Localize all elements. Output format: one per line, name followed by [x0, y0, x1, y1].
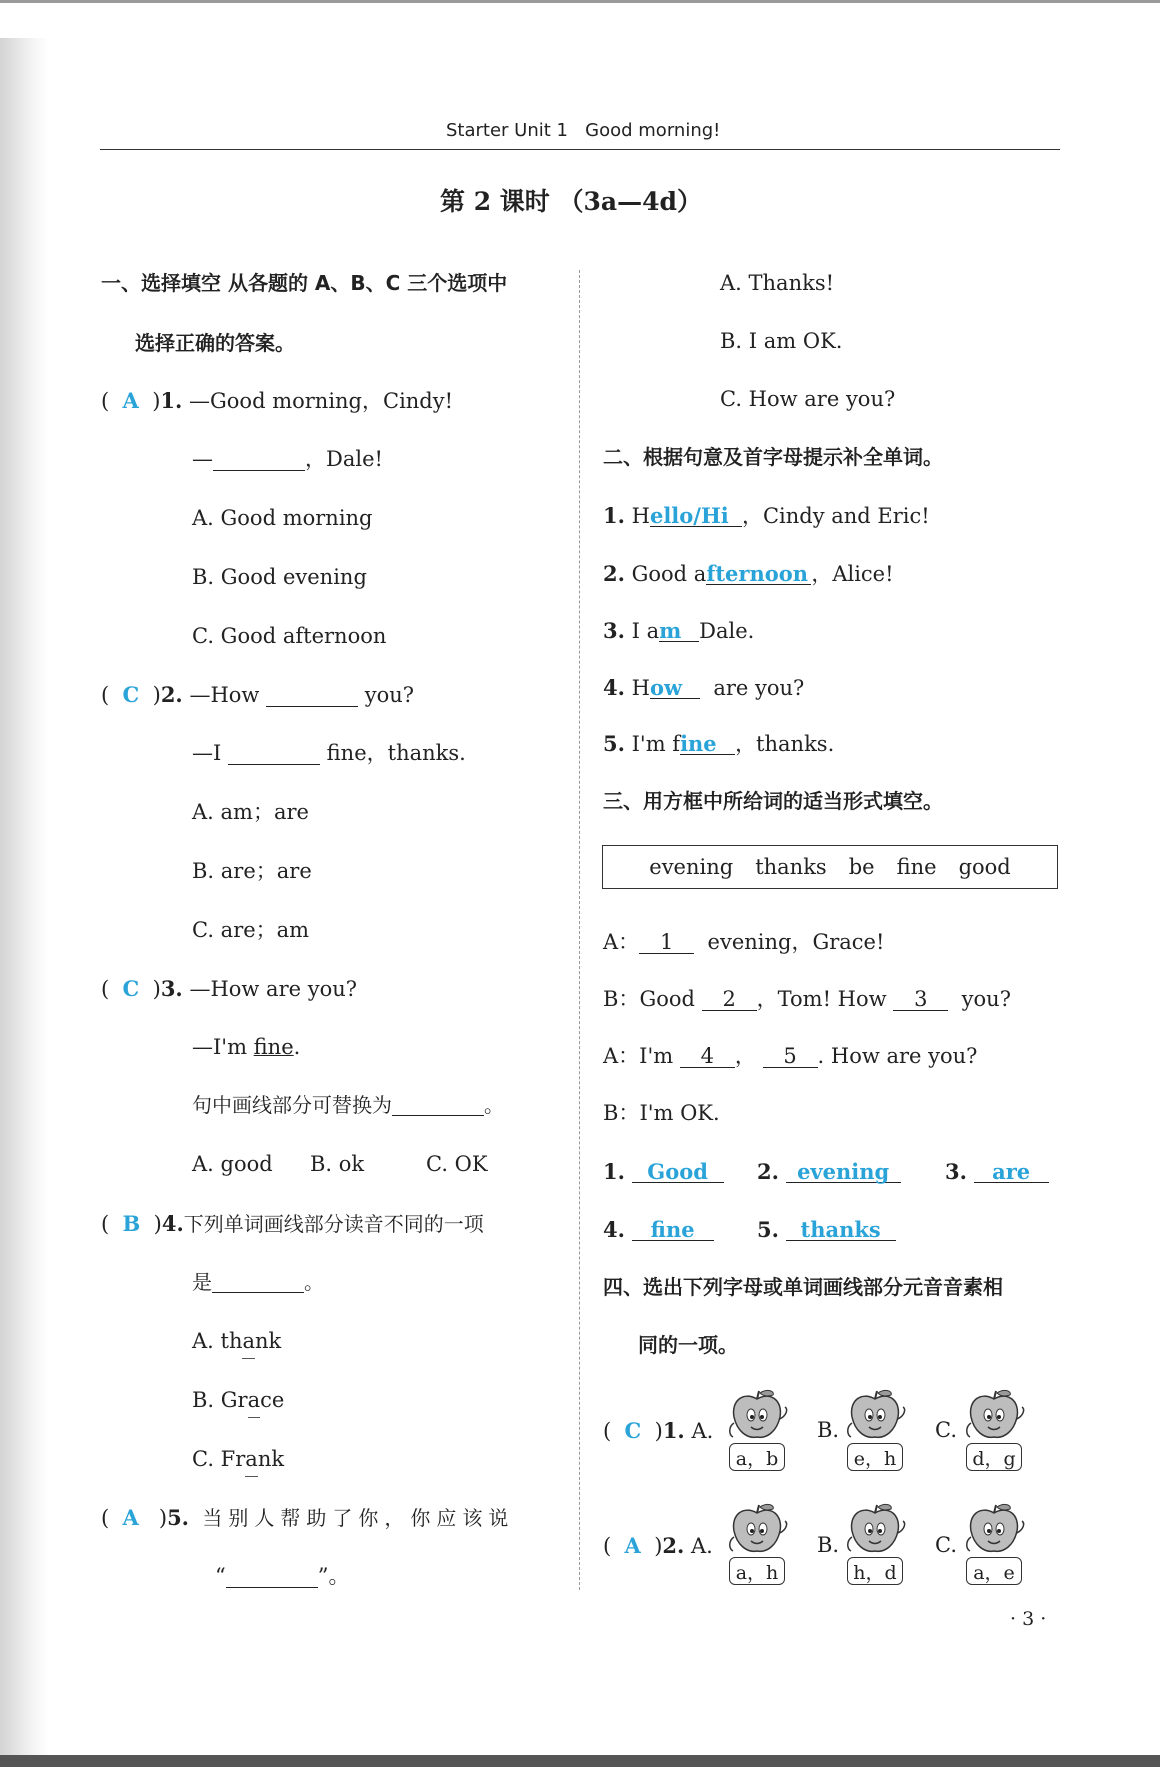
word: thanks: [755, 855, 827, 879]
option: A. Good morning: [192, 506, 373, 530]
phonics-question-1: ( C )1. A.: [603, 1418, 714, 1443]
letter-card: d，g: [966, 1443, 1022, 1471]
option: B. ok: [310, 1152, 365, 1176]
fill-item-4: 4. How are you?: [603, 675, 805, 700]
underlined-word: fine: [253, 1035, 294, 1059]
answer-mark: A: [624, 1533, 641, 1558]
option: A. good: [192, 1152, 273, 1176]
option: A. thank: [192, 1329, 282, 1353]
option: A. am；are: [192, 800, 309, 824]
apple-mascot-icon: [843, 1503, 907, 1563]
apple-mascot-icon: [725, 1389, 789, 1449]
letter-card: a，e: [966, 1557, 1022, 1585]
header-rule: [100, 149, 1060, 150]
fill-item-2: 2. Good afternoon ，Alice!: [603, 561, 894, 586]
word: be: [848, 855, 875, 879]
option-label: C.: [935, 1418, 957, 1442]
blank: [266, 685, 358, 707]
question-5-line2: “ ”。: [215, 1564, 350, 1588]
dialogue-line-1: A： 1 evening，Grace!: [603, 930, 885, 954]
option: B. are；are: [192, 859, 312, 883]
word: evening: [649, 855, 734, 879]
question-1: ( A )1. —Good morning，Cindy!: [101, 388, 454, 413]
fill-item-3: 3. I am Dale.: [603, 618, 755, 643]
letter-card: a，h: [729, 1557, 785, 1585]
apple-mascot-icon: [962, 1389, 1026, 1449]
option: B. I am OK.: [720, 329, 843, 353]
dialogue-line-3: A：I'm 4 ， 5 . How are you?: [603, 1044, 978, 1068]
answer-blank: m: [659, 620, 699, 642]
word: fine: [896, 855, 937, 879]
section4-heading-cont: 同的一项。: [638, 1333, 738, 1357]
word-box: [602, 845, 1058, 889]
blank: [392, 1095, 484, 1116]
apple-mascot-icon: [962, 1503, 1026, 1563]
letter-card: e，h: [847, 1443, 903, 1471]
answer-blank: ine: [680, 733, 735, 755]
option-label: B.: [817, 1418, 840, 1442]
viewer-bottom-edge: [0, 1755, 1160, 1767]
question-4: ( B )4.下列单词画线部分读音不同的一项: [101, 1211, 484, 1236]
answer-blank: ello/Hi: [650, 505, 742, 527]
section3-heading: 三、用方框中所给词的适当形式填空。: [603, 789, 943, 813]
viewer-top-edge: [0, 0, 1160, 3]
option: C. Frank: [192, 1447, 285, 1471]
fill-item-1: 1. Hello/Hi ，Cindy and Eric!: [603, 503, 930, 528]
apple-card: [725, 1389, 789, 1473]
answer-mark: C: [122, 976, 140, 1001]
option: C. OK: [426, 1152, 488, 1176]
lesson-title: 第 2 课时 （3a—4d）: [440, 187, 702, 216]
phonics-question-2: ( A )2. A.: [603, 1533, 713, 1558]
answer-blank: fternoon: [706, 563, 811, 585]
running-header: Starter Unit 1 Good morning!: [446, 120, 721, 141]
blank: [228, 743, 320, 765]
letter-card: a，b: [729, 1443, 785, 1471]
section3-answer-1: 1. Good: [603, 1161, 724, 1183]
question-5: ( A )5. 当别人帮助了你，你应该说: [101, 1505, 515, 1530]
option: C. Good afternoon: [192, 624, 387, 648]
section4-heading: 四、选出下列字母或单词画线部分元音音素相: [603, 1275, 1003, 1299]
blank: [212, 1272, 304, 1293]
apple-card: [725, 1503, 789, 1587]
letter-card: h，d: [847, 1557, 903, 1585]
dialogue-line-4: B：I'm OK.: [603, 1101, 720, 1125]
question-3-line3: 句中画线部分可替换为 。: [192, 1093, 504, 1117]
apple-mascot-icon: [843, 1389, 907, 1449]
apple-card: [962, 1503, 1026, 1587]
page-number: · 3 ·: [1010, 1608, 1047, 1630]
option: B. Good evening: [192, 565, 367, 589]
apple-card: [843, 1503, 907, 1587]
question-2: ( C )2. —How you?: [101, 682, 415, 707]
apple-card: [962, 1389, 1026, 1473]
option: B. Grace: [192, 1388, 285, 1412]
option: C. How are you?: [720, 387, 896, 411]
section3-answer-5: 5. thanks: [757, 1219, 896, 1241]
section1-heading: 一、选择填空 从各题的 A、B、C 三个选项中: [101, 271, 508, 295]
question-3: ( C )3. —How are you?: [101, 976, 357, 1001]
option-label: B.: [817, 1533, 840, 1557]
apple-card: [843, 1389, 907, 1473]
option-label: C.: [935, 1533, 957, 1557]
apple-mascot-icon: [725, 1503, 789, 1563]
dialogue-line-2: B：Good 2 ，Tom! How 3 you?: [603, 987, 1011, 1011]
answer-mark: C: [624, 1418, 642, 1443]
column-divider: [579, 270, 580, 1590]
question-1-line2: — ，Dale!: [192, 447, 383, 471]
section2-heading: 二、根据句意及首字母提示补全单词。: [603, 445, 943, 469]
section1-heading-cont: 选择正确的答案。: [135, 331, 295, 355]
section3-answer-3: 3. are: [945, 1161, 1049, 1183]
answer-mark: A: [122, 1505, 139, 1530]
blank: [213, 449, 305, 471]
answer-mark: B: [122, 1211, 141, 1236]
blank: [226, 1566, 318, 1588]
fill-item-5: 5. I'm fine ，thanks.: [603, 731, 835, 756]
page-left-shadow: [0, 38, 50, 1755]
question-4-line2: 是 。: [192, 1270, 324, 1294]
option: C. are；am: [192, 918, 310, 942]
word: good: [958, 855, 1011, 879]
question-3-line2: —I'm fine.: [192, 1035, 301, 1059]
section3-answer-2: 2. evening: [757, 1161, 901, 1183]
section3-answer-4: 4. fine: [603, 1219, 714, 1241]
answer-blank: ow: [650, 677, 700, 699]
option: A. Thanks!: [720, 271, 835, 295]
question-2-line2: —I fine，thanks.: [192, 741, 466, 765]
answer-mark: A: [122, 388, 139, 413]
answer-mark: C: [122, 682, 140, 707]
